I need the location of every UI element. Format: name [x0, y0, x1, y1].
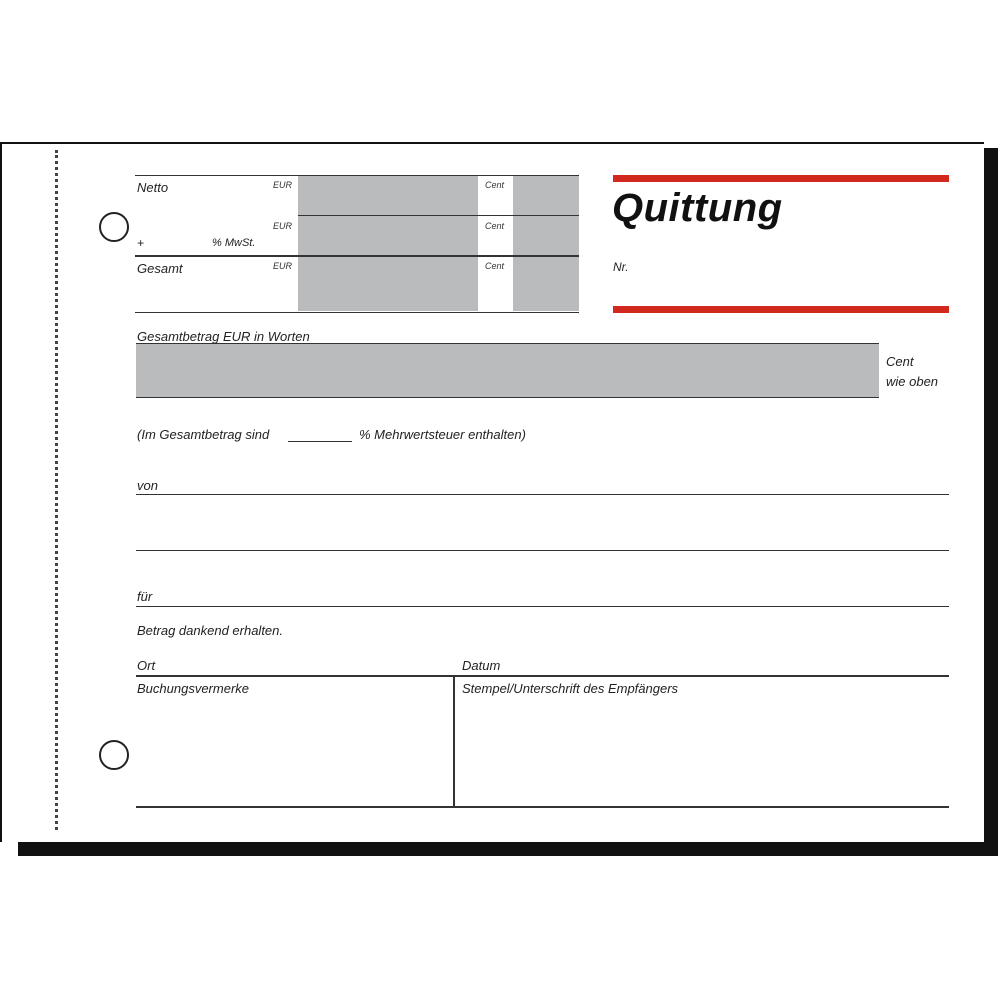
eur-label-row2: EUR	[273, 221, 293, 231]
von-line-2[interactable]	[136, 550, 949, 551]
receipt-title: Quittung	[612, 186, 783, 230]
plus-label: +	[137, 236, 145, 250]
table-bottom-rule	[135, 312, 579, 313]
von-label: von	[137, 478, 158, 493]
amount-in-words-field[interactable]	[136, 344, 879, 397]
stempel-unterschrift-label: Stempel/Unterschrift des Empfängers	[462, 681, 679, 696]
von-line[interactable]	[136, 494, 949, 495]
cent-label-row2: Cent	[485, 221, 505, 231]
cent-label-row1: Cent	[485, 180, 505, 190]
table-row-rule-1	[298, 215, 579, 216]
table-row-rule-2	[135, 255, 579, 257]
buchungsvermerke-box[interactable]	[137, 700, 449, 804]
cent-amount-field[interactable]	[513, 176, 579, 311]
nr-label: Nr.	[613, 260, 629, 274]
fuer-label: für	[137, 589, 153, 604]
buchungsvermerke-label: Buchungsvermerke	[137, 681, 249, 696]
cent-wie-oben-line2: wie oben	[886, 374, 939, 389]
bottom-box-rule	[136, 806, 949, 808]
words-field-bottom-rule	[136, 397, 879, 398]
ort-datum-line[interactable]	[136, 675, 949, 677]
netto-label: Netto	[137, 180, 169, 195]
cent-wie-oben-line1: Cent	[886, 354, 914, 369]
eur-label-row3: EUR	[273, 261, 293, 271]
title-red-bar-top	[613, 175, 949, 182]
cent-label-row3: Cent	[485, 261, 505, 271]
table-top-rule	[135, 175, 579, 176]
mwst-percent-blank[interactable]	[288, 441, 352, 442]
datum-label: Datum	[462, 658, 501, 673]
mwst-sentence-end: % Mehrwertsteuer enthalten)	[359, 427, 526, 442]
bottom-box-divider	[453, 676, 455, 807]
perforation-line	[55, 150, 58, 830]
mwst-sentence-start: (Im Gesamtbetrag sind	[137, 427, 270, 442]
betrag-erhalten-label: Betrag dankend erhalten.	[137, 623, 283, 638]
in-worten-label: Gesamtbetrag EUR in Worten	[137, 329, 310, 344]
mwst-label: % MwSt.	[212, 237, 256, 249]
stempel-unterschrift-box[interactable]	[458, 700, 948, 804]
punch-hole-top	[99, 212, 129, 242]
ort-label: Ort	[137, 658, 156, 673]
fuer-line[interactable]	[136, 606, 949, 607]
eur-label-row1: EUR	[273, 180, 293, 190]
eur-amount-field[interactable]	[298, 176, 478, 311]
title-red-bar-bottom	[613, 306, 949, 313]
punch-hole-bottom	[99, 740, 129, 770]
words-field-top-rule	[136, 343, 879, 344]
gesamt-label: Gesamt	[137, 261, 183, 276]
